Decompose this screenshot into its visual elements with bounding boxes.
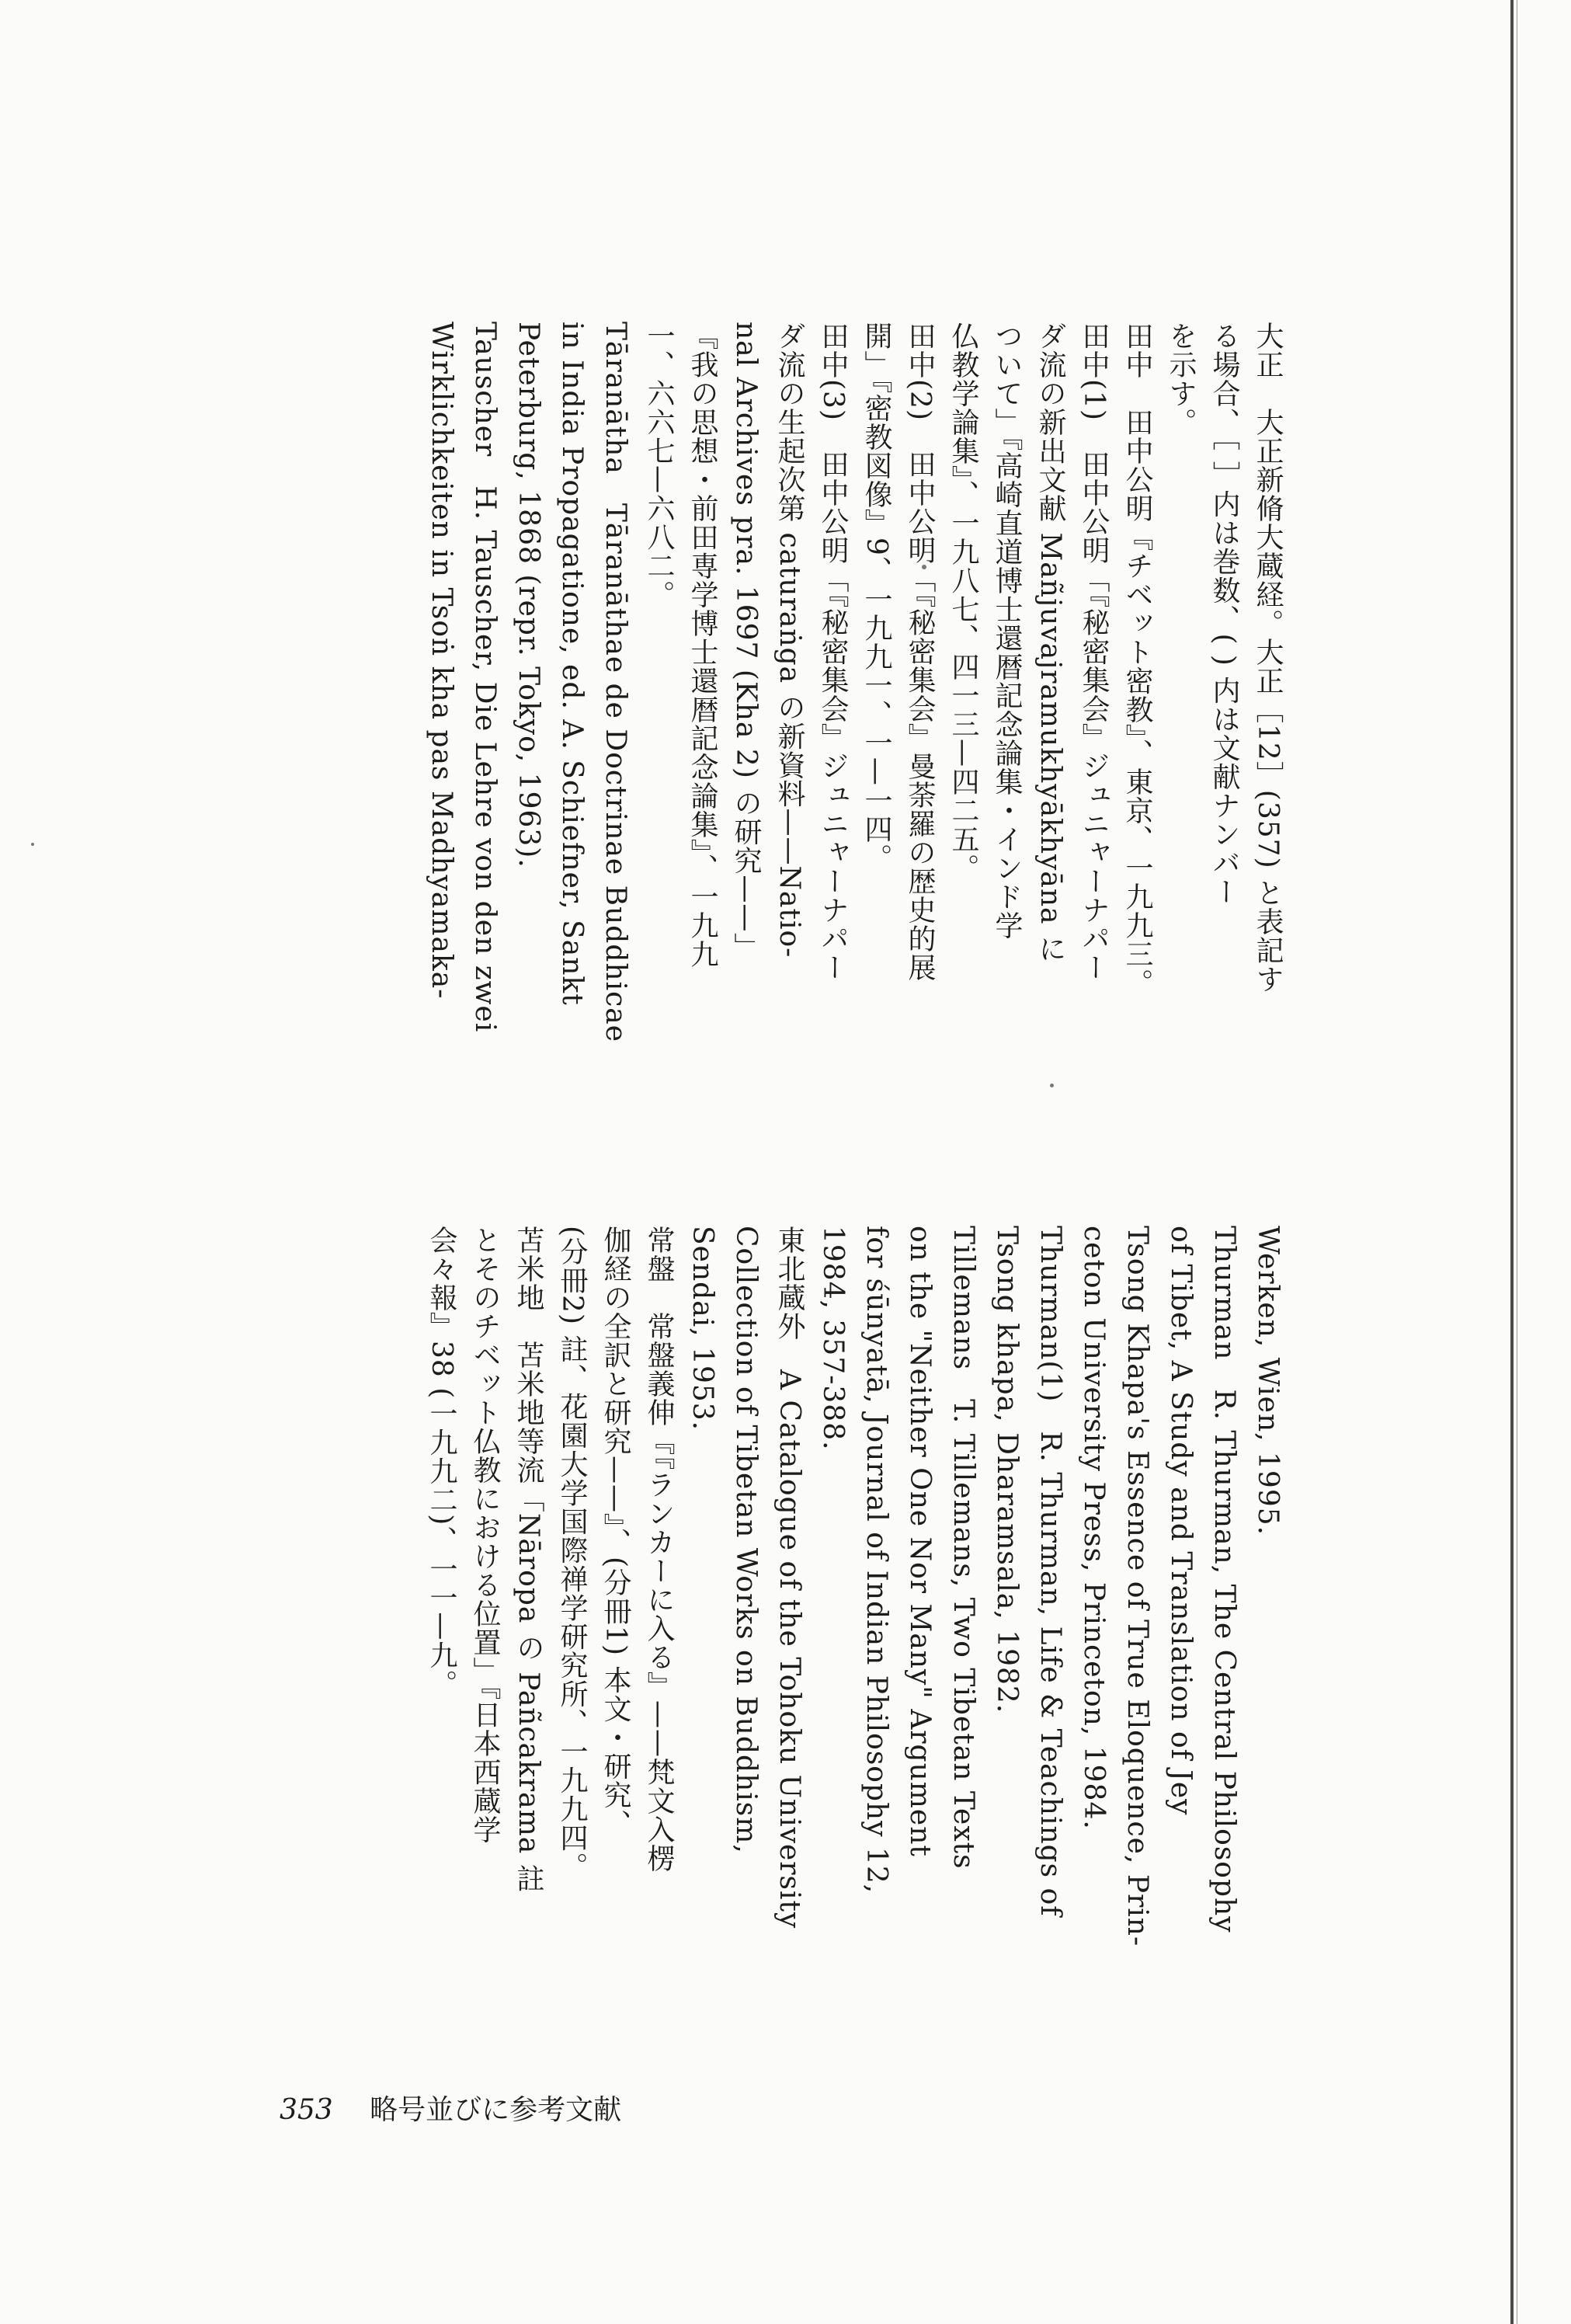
text-line: 一、六六七—六八二。 [643, 322, 675, 609]
text-line: Tāranātha Tāranāthae de Doctrinae Buddhicae [600, 322, 631, 1043]
scan-speck [31, 843, 34, 846]
text-line: 東北蔵外 A Catalogue of the Tohoku University [773, 1226, 805, 1929]
lower-column [419, 1226, 1289, 2049]
text-line: ダ流の生起次第 caturaṅga の新資料——Natio- [773, 322, 805, 958]
text-line: (分冊2) 註、花園大学国際禅学研究所、一九九四。 [556, 1226, 588, 1881]
binding-edge [1510, 0, 1514, 2324]
text-line: 『我の思想・前田専学博士還暦記念論集』、一九九 [686, 322, 718, 969]
text-line: 開」『密教図像』9、一九九一、一—一四。 [860, 322, 892, 872]
text-line: in India Propagatione, ed. A. Schiefner, Sankt [556, 322, 588, 1006]
text-line: Thurman R. Thurman, The Central Philosophy [1208, 1226, 1240, 1933]
text-line: nal Archives pra. 1697 (Kha 2) の研究——」 [730, 322, 762, 962]
text-line: Tsong khapa, Dharamsala, 1982. [991, 1226, 1023, 1714]
page-number: 353 [280, 2094, 333, 2126]
text-line: 伽経の全訳と研究——』、(分冊1) 本文・研究、 [600, 1226, 631, 1839]
page-footer [280, 2088, 621, 2127]
text-line: 常盤 常盤義伸『『ランカーに入る』——梵文入楞 [643, 1226, 675, 1873]
text-line: を示す。 [1165, 322, 1197, 437]
text-line: for śūnyatā, Journal of Indian Philosophy 12, [860, 1226, 892, 1894]
text-line: とそのチベット仏教における位置」『日本西蔵学 [469, 1226, 501, 1844]
text-line: 1984, 357-388. [817, 1226, 849, 1451]
text-line: 仏教学論集』、一九八七、四一三—四二五。 [947, 322, 979, 882]
text-line: Tsong Khapa's Essence of True Eloquence, Prin- [1121, 1226, 1153, 1947]
text-line: Thurman(1) R. Thurman, Life & Teachings of [1034, 1226, 1066, 1917]
text-line: Tauscher H. Tauscher, Die Lehre von den zwei [469, 322, 501, 1033]
text-line: 田中(1) 田中公明「『秘密集会』ジュニャーナパー [1078, 322, 1110, 982]
text-line: on the "Neither One Nor Many" Argument [904, 1226, 936, 1857]
text-line: 田中 田中公明『チベット密教』、東京、一九九三。 [1121, 322, 1153, 997]
text-line: ceton University Press, Princeton, 1984. [1078, 1226, 1110, 1830]
text-line: of Tibet, A Study and Translation of Jey [1165, 1226, 1197, 1816]
text-line: る場合、［ ］内は巻数、( ) 内は文献ナンバー [1208, 322, 1240, 906]
text-line: 田中(2) 田中公明「『秘密集会』曼荼羅の歴史的展 [904, 322, 936, 982]
text-line: 田中(3) 田中公明「『秘密集会』ジュニャーナパー [817, 322, 849, 982]
text-line: Sendai, 1953. [686, 1226, 718, 1432]
text-line: Tillemans T. Tillemans, Two Tibetan Texts [947, 1226, 979, 1870]
running-title: 略号並びに参考文献 [370, 2094, 622, 2126]
text-line: 苫米地 苫米地等流「Nāropa の Pañcakrama 註 [513, 1226, 544, 1893]
text-line: 会々報』38 (一九九二)、一一—九。 [426, 1226, 457, 1699]
upper-column [419, 322, 1289, 1238]
text-line: 大正 大正新脩大蔵経。大正［12］(357) と表記す [1252, 322, 1284, 994]
text-line: Wirklichkeiten in Tsoṅ kha pas Madhyamaka- [426, 322, 457, 1000]
text-line: ついて」『高崎直道博士還暦記念論集・インド学 [991, 322, 1023, 940]
text-line: Peterburg, 1868 (repr. Tokyo, 1963). [513, 322, 544, 868]
text-line: Werken, Wien, 1995. [1252, 1226, 1284, 1536]
text-line: Collection of Tibetan Works on Buddhism, [730, 1226, 762, 1854]
text-line: ダ流の新出文献 Mañjuvajramukhyākhyāna に [1034, 322, 1066, 963]
